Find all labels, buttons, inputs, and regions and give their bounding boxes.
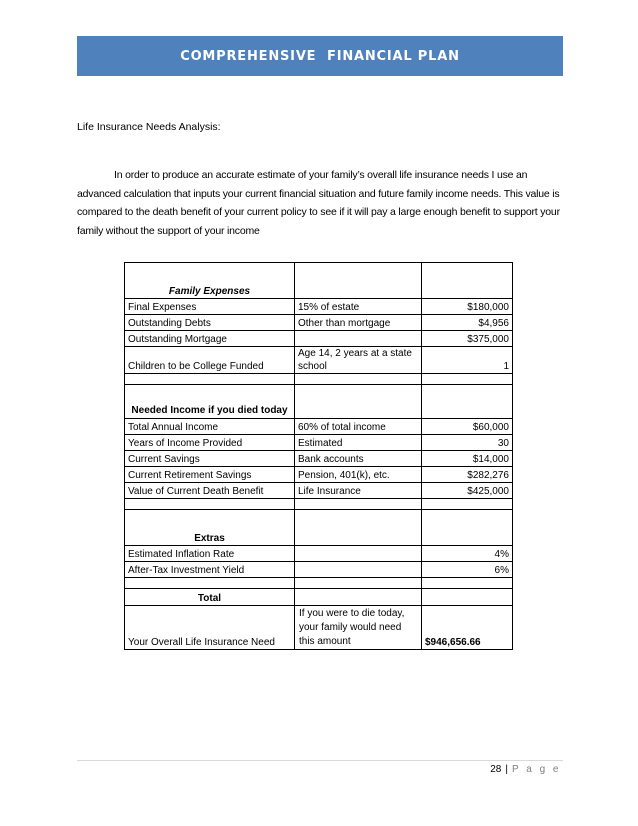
- row-value: 30: [422, 435, 513, 451]
- row-value: $14,000: [422, 451, 513, 467]
- page-word: P a g e: [511, 764, 561, 775]
- page-title-banner: [77, 36, 563, 76]
- table-header-row: [125, 263, 513, 299]
- row-label: Outstanding Debts: [125, 315, 295, 331]
- row-value: $180,000: [422, 299, 513, 315]
- family-expenses-header: Family Expenses: [125, 263, 295, 299]
- spacer-row: [125, 374, 513, 385]
- table-row: [125, 546, 513, 562]
- total-value: $946,656.66: [422, 606, 513, 650]
- table-row: [125, 562, 513, 578]
- total-header: Total: [125, 589, 295, 606]
- table-row: [125, 331, 513, 347]
- extras-header: Extras: [125, 510, 295, 546]
- row-note: [295, 331, 422, 347]
- row-label: Children to be College Funded: [125, 347, 295, 374]
- table-header-row: [125, 385, 513, 419]
- table-header-row: [125, 510, 513, 546]
- table-row: [125, 467, 513, 483]
- row-value: $60,000: [422, 419, 513, 435]
- life-insurance-table: [124, 262, 513, 650]
- table-row: [125, 435, 513, 451]
- row-label: Years of Income Provided: [125, 435, 295, 451]
- row-value: 4%: [422, 546, 513, 562]
- footer-divider: [77, 760, 563, 761]
- needed-income-header: Needed Income if you died today: [125, 385, 295, 419]
- row-label: Value of Current Death Benefit: [125, 483, 295, 499]
- total-note: If you were to die today, your family would need this amount: [295, 606, 422, 650]
- row-label: After-Tax Investment Yield: [125, 562, 295, 578]
- row-value: $375,000: [422, 331, 513, 347]
- row-note: Other than mortgage: [295, 315, 422, 331]
- row-label: Total Annual Income: [125, 419, 295, 435]
- spacer-row: [125, 578, 513, 589]
- total-row: [125, 606, 513, 650]
- row-note: Estimated: [295, 435, 422, 451]
- row-note: [295, 546, 422, 562]
- page-title: COMPREHENSIVE FINANCIAL PLAN: [180, 48, 460, 64]
- row-label: Outstanding Mortgage: [125, 331, 295, 347]
- row-note: Age 14, 2 years at a state school: [295, 347, 422, 374]
- table-row: [125, 483, 513, 499]
- row-note: 15% of estate: [295, 299, 422, 315]
- table-row: [125, 347, 513, 374]
- row-value: $425,000: [422, 483, 513, 499]
- footer-separator: |: [505, 764, 508, 775]
- total-label: Your Overall Life Insurance Need: [125, 606, 295, 650]
- row-label: Final Expenses: [125, 299, 295, 315]
- table-row: [125, 299, 513, 315]
- table-row: [125, 451, 513, 467]
- row-note: Bank accounts: [295, 451, 422, 467]
- row-value: 1: [422, 347, 513, 374]
- row-label: Current Savings: [125, 451, 295, 467]
- table-row: [125, 419, 513, 435]
- page-number: 28: [490, 764, 502, 775]
- row-note: 60% of total income: [295, 419, 422, 435]
- page-footer: [490, 764, 561, 775]
- table-row: [125, 315, 513, 331]
- row-label: Current Retirement Savings: [125, 467, 295, 483]
- row-label: Estimated Inflation Rate: [125, 546, 295, 562]
- spacer-row: [125, 499, 513, 510]
- intro-paragraph: In order to produce an accurate estimate of your family’s overall life insurance needs I use an advanced calculation that inputs your current financial situation and future family income needs. This value is compared to the death benefit of your current policy to see if it will pay a large enough benefit to support your family without the support of your income: [77, 169, 560, 237]
- row-note: Life Insurance: [295, 483, 422, 499]
- row-value: 6%: [422, 562, 513, 578]
- section-label: Life Insurance Needs Analysis:: [77, 121, 221, 133]
- row-note: Pension, 401(k), etc.: [295, 467, 422, 483]
- row-value: $282,276: [422, 467, 513, 483]
- row-value: $4,956: [422, 315, 513, 331]
- row-note: [295, 562, 422, 578]
- table-header-row: [125, 589, 513, 606]
